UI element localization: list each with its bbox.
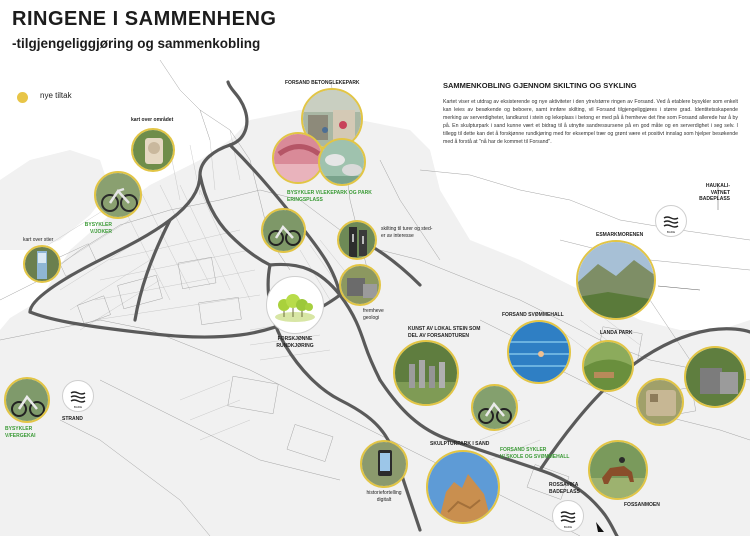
label-haukali-badeplass — [680, 183, 730, 203]
label-strand: STRAND — [62, 416, 83, 422]
photo-fossanmoen-skilt — [684, 346, 746, 408]
label-sykler-skole — [500, 447, 569, 460]
label-haukali-line1: HAUKALI- — [705, 183, 730, 189]
label-rossavika-line2: BADEPLASS — [549, 488, 580, 495]
photo-bysykler-fergekai — [4, 377, 50, 423]
label-fremheve-geologi — [363, 308, 384, 321]
label-rundkjoring-line1: FORSKJØNNE — [277, 336, 313, 342]
description-text: Kartet viser et utdrag av eksisterende og nye aktiviteter i den ytre/større ringen av Forsand. Ved å etablere bysykler som enkelt kan leies av besøkende og beboere, samt innføre skilting, vil Forsand tilgjengeliggjøres i større grad. Identitetsskapende merking av serverdigheter, landkunst i stein og lekeplass i betong er med på å fremheve det fine som Forsand allerede har å by på. En skulpturpark i sand kunne vært et bidrag til å utnytte sandressursene på en god måte og en serverdighet i seg selv. I tillegg til dette kan det å forskjønne rundkjøring med for eksempel trær og grønt være et positivt innslag som hjelper besøkende med å forstå at "nå har de kommet til Forsand". — [443, 99, 738, 146]
label-sykler-skole-line2: V/ SKOLE OG SVØMMEHALL — [500, 453, 570, 460]
bathing-icon-haukali — [655, 205, 687, 237]
photo-kart-over-omradet — [131, 128, 175, 172]
page-title: RINGENE I SAMMENHENG — [12, 8, 277, 30]
page-subtitle: -tilgjengeliggjøring og sammenkobling — [12, 36, 261, 51]
label-fremheve-line1: fremheve — [363, 308, 384, 314]
label-haukali-line2: VATNET — [710, 189, 730, 196]
label-bysykler-lekepark-line2: ERINGSPLASS — [287, 196, 323, 203]
label-sykler-skole-line1: FORSAND SYKLER — [500, 447, 547, 453]
label-rossavika-badeplass — [549, 482, 580, 495]
label-skilting-line1: skilting til turer og sted- — [381, 226, 433, 232]
photo-fossanmoen — [588, 440, 648, 500]
photo-betonglekepark-discs — [318, 138, 366, 186]
label-kart-over-omradet: kart over området — [131, 117, 174, 123]
label-bysykler-ferge-line2: V/FERGEKAI — [5, 432, 36, 439]
label-bysykler-joker — [80, 222, 112, 235]
legend-label: nye tiltak — [40, 91, 72, 100]
label-rossavika-line1: ROSSAVIKA — [549, 482, 579, 488]
photo-skilting — [337, 220, 377, 260]
label-skilting — [381, 226, 432, 239]
bathing-icon-rossavika — [552, 500, 584, 532]
svg-text:BADE: BADE — [73, 405, 83, 409]
label-bysykler-ferge-line1: BYSYKLER — [5, 426, 33, 432]
photo-historiefortelling — [360, 440, 408, 488]
svg-text:BADE: BADE — [563, 525, 573, 529]
photo-betonglekepark-pink — [272, 132, 324, 184]
label-svommehall: FORSAND SVØMMEHALL — [502, 312, 564, 318]
label-rundkjoring — [270, 336, 320, 349]
label-kunst-line1: KUNST AV LOKAL STEIN SOM — [408, 326, 481, 332]
photo-fremheve-geologi — [339, 264, 381, 306]
photo-steinkunst-landa — [636, 378, 684, 426]
label-betonglekepark: FORSAND BETONGLEKEPARK — [285, 80, 360, 86]
label-rundkjoring-line2: RUNDKJØRING — [276, 342, 314, 349]
label-historiefortelling — [356, 490, 412, 503]
photo-bysykler-joker — [94, 171, 142, 219]
label-fossanmoen: FOSSANMOEN — [624, 502, 660, 508]
label-bysykler-joker-line1: BYSYKLER — [84, 222, 112, 228]
label-bysykler-lekepark — [287, 190, 372, 203]
label-bysykler-joker-line2: V/JOKER — [90, 228, 112, 235]
photo-rundkjoring — [266, 276, 324, 334]
label-kart-over-stier: kart over stier — [23, 237, 54, 243]
label-esmarkmorenen: ESMARKMORENEN — [596, 232, 644, 238]
bathing-icon-strand — [62, 380, 94, 412]
svg-text:BADE: BADE — [666, 230, 676, 234]
label-skilting-line2: er av interesse — [381, 232, 414, 239]
label-historie-line1: historiefortelling — [366, 490, 402, 496]
photo-skulpturpark-sand — [426, 450, 500, 524]
label-landa-park: LANDA PARK — [600, 330, 633, 336]
photo-bysykler-skole — [471, 384, 518, 431]
description-title: SAMMENKOBLING GJENNOM SKILTING OG SYKLING — [443, 81, 637, 90]
legend-marker — [17, 92, 28, 103]
photo-landa-park — [582, 340, 634, 392]
photo-kunst-lokal-stein — [393, 340, 459, 406]
label-haukali-line3: BADEPLASS — [699, 196, 730, 202]
photo-svommehall — [507, 320, 571, 384]
photo-bysykler-lekepark — [261, 208, 306, 253]
photo-kart-over-stier — [23, 245, 61, 283]
photo-esmarkmorenen — [576, 240, 656, 320]
label-kunst-line2: DEL AV FORSANDTUREN — [408, 332, 470, 339]
label-fremheve-line2: geologi — [363, 314, 380, 321]
label-skulpturpark: SKULPTURPARK I SAND — [430, 441, 490, 447]
label-bysykler-fergekai — [5, 426, 36, 439]
label-kunst-lokal-stein — [408, 326, 480, 339]
label-bysykler-lekepark-line1: BYSYKLER V/LEKEPARK OG PARK — [287, 190, 372, 196]
label-historie-line2: digitalt — [376, 496, 392, 503]
